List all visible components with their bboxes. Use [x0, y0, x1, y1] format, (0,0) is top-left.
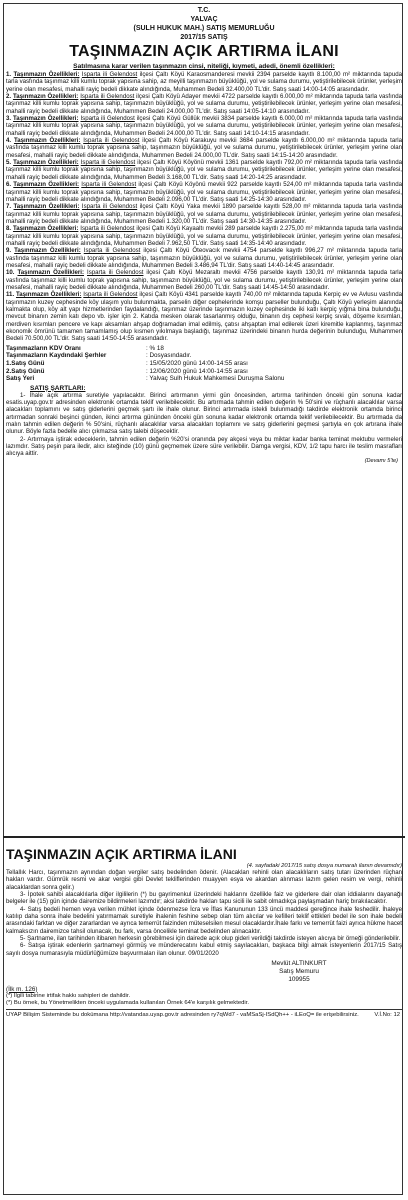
- section-divider: [3, 836, 405, 838]
- condition-2: 2- Artırmaya iştirak edeceklerin, tahmin edilen değerin %20'si oranında pey akçesi veya bu miktar kadar banka teminat mektubu vermeleri lazımdır. Satış peşin para iledir, alıcı isteğinde (10) günü geçmemek üzere süre verilebilir. Damga vergisi, KDV, 1/2 tapu harcı ile teslim masrafları alıcıya aittir.: [6, 435, 402, 458]
- property-item: [6, 225, 402, 247]
- item-text: ilçesi Çaltı Köyü Kayaaltı mevkii 289 parselde kayıtlı 2.275,00 m² miktarında tapuda tarla vasfında taşınmaz killi kumlu toprak yapısına sahip, taşınmazın büyüklüğü, yol ve sulama durumu, yetiştirilebilecek ürünler, yerleşim yerine olan mesafesi, mahalli rayiç bedeli dikkate alındığında, Muhammen Bedeli 7.962,50 TL'dir. Satış saati 14:35-14:40 arasındadır.: [6, 225, 403, 247]
- item-location: Isparta ili Gelendost: [83, 291, 138, 299]
- item-label: Taşınmazın Özellikleri:: [17, 269, 85, 277]
- item-text: ilçesi Çaltı Köyü Mezaraltı mevkii 4756 parselde kayıtlı 130,91 m² miktarında tapuda tarla vasfında taşınmaz killi kumlu toprak yapısına sahip, taşınmazın büyüklüğü, yol ve sulama durumu, yetiştirilebilecek ürünler, yerleşim yerine olan mesafesi, mahalli rayiç bedeli dikkate alındığında, Muhammen Bedeli 260,00 TL'dir. Satış saati 14:45-14:50 arasındadır.: [6, 269, 402, 291]
- item-text: ilçesi Çaltı Köyü Güllük mevkii 3834 parselde kayıtlı 6.000,00 m² miktarında tapuda tarla vasfında taşınmaz killi kumlu toprak yapısına sahip, taşınmazın büyüklüğü, yol ve sulama durumu, yetiştirilebilecek ürünler, yerleşim yerine olan mesafesi, mahalli rayiç bedeli dikkate alındığında, Muhammen Bedeli 24.000,00 TL'dir. Satış saati 14:10-14:15 arasındadır.: [6, 115, 402, 137]
- item-number: 4.: [6, 137, 12, 145]
- meta-row: Satış Yeri : Yalvaç Sulh Hukuk Mahkemesi Duruşma Salonu: [6, 375, 285, 383]
- signer-name: Mevlüt ALTINKURT: [271, 960, 327, 968]
- header-office: (SULH HUKUK MAH.) SATIŞ MEMURLUĞU: [133, 25, 275, 32]
- item-label: Taşınmazın Özellikleri:: [13, 181, 80, 189]
- item-number: 6.: [6, 181, 12, 189]
- second-p6: 6- Satışa iştirak edenlerin şartnameyi görmüş ve münderecatını kabul etmiş sayılacakları, başkaca bilgi almak isteyenlerin 2017/15 Satış sayılı dosya numarasıyla müdürlüğümüze başvurmaları ilan olunur. 09/01/2020: [6, 942, 402, 957]
- item-number: 1.: [6, 71, 12, 78]
- conditions-title: SATIŞ ŞARTLARI:: [30, 384, 86, 392]
- second-subnote: (4. sayfadaki 2017/15 satış dosya numaralı ilanın devamıdır): [246, 863, 402, 869]
- second-p5: 5- Şartname, ilan tarihinden itibaren herkesin görebilmesi için dairede açık olup gideri verildiği takdirde isteyen alıcıya bir örneği gönderilebilir.: [20, 935, 401, 943]
- item-label: Taşınmazın Özellikleri:: [13, 115, 79, 123]
- second-p4: 4- Satış bedeli hemen veya verilen mühlet içinde ödenmezse İcra ve İflas Kanununun 133 üncü maddesi gereğince ihale feshedilir. İhaleye katılıp daha sonra ihale bedelini yatırmamak suretiyle ihalenin feshine sebep olan tüm alıcılar ve kefilleri teklif ettikleri bedel ile son ihale bedeli arasındaki farktan ve diğer zararlardan ve ayrıca temerrüt faizinden müteselsilen mesul olacaklardır.İhale farkı ve temerrüt faizi ayrıca hükme hacet kalmaksızın dairemizce tahsil olunacak, bu fark, varsa öncelikle teminat bedelinden alınacaktır.: [6, 905, 402, 935]
- header-file: 2017/15 SATIŞ: [180, 34, 228, 41]
- item-location: Isparta ili Gelendost: [83, 137, 140, 145]
- item-label: Taşınmazın Özellikleri:: [13, 71, 80, 78]
- item-label: Taşınmazın Özellikleri:: [14, 247, 81, 255]
- second-title: TAŞINMAZIN AÇIK ARTIRMA İLANI: [6, 846, 237, 862]
- item-text: ilçesi Çaltı Köyü Köyönü mevkii 1361 parselde kayıtlı 792,00 m² miktarında tapuda tarla vasfında taşınmaz killi kumlu toprak yapısına sahip, taşınmazın büyüklüğü, yol ve sulama durumu, yetiştirilebilecek ürünler, yerleşim yerine olan mesafesi, mahalli rayiç bedeli dikkate alındığında, Muhammen Bedeli 3.168,00 TL'dir. Satış saati 14:20-14:25 arasındadır.: [6, 159, 403, 181]
- meta-row: Taşınmazların Kaydındaki Şerhler : Dosyasındadır.: [6, 352, 192, 360]
- item-location: Isparta ili Gelendost: [83, 247, 141, 255]
- signer-title: Satış Memuru: [279, 967, 319, 975]
- item-label: Taşınmazın Özellikleri:: [12, 225, 79, 233]
- property-item: [6, 71, 402, 93]
- item-location: Isparta ili Gelendost: [80, 115, 135, 123]
- uyap-footer: [6, 1009, 402, 1019]
- header-block: [6, 6, 402, 42]
- meta-row: 1.Satış Günü : 15/05/2020 günü 14:00-14:55 arası: [6, 359, 248, 367]
- property-item: [6, 269, 402, 291]
- item-location: Isparta ili Gelendost: [80, 159, 136, 167]
- item-number: 9.: [6, 247, 12, 255]
- signature-block: [196, 960, 402, 983]
- item-label: Taşınmazın Özellikleri:: [16, 291, 82, 299]
- item-number: 5.: [6, 159, 12, 167]
- footnote-2: (*) Bu örnek, bu Yönetmelikten önceki uygulamada kullanılan Örnek 64'e karşılık gelmektedir.: [6, 999, 249, 1006]
- property-item: [6, 247, 402, 269]
- item-location: Isparta ili Gelendost: [81, 203, 138, 211]
- item-label: Taşınmazın Özellikleri:: [13, 159, 79, 167]
- item-label: Taşınmazın Özellikleri:: [13, 203, 80, 211]
- vi-number: V.İ.No: 12: [374, 1011, 400, 1018]
- property-item: [6, 159, 402, 181]
- item-text: ilçesi Çaltı Köyü Yaka mevkii 1890 parselde kayıtlı 528,00 m² miktarında tapuda tarla vasfında taşınmaz killi kumlu toprak yapısına sahip, taşınmazın büyüklüğü, yol ve sulama durumu, yetiştirilebilecek ürünler, yerleşim yerine olan mesafesi, mahalli rayiç bedeli dikkate alındığında, Muhammen Bedeli 1.320,00 TL'dir. Satış saati 14:30-14:35 arasındadır.: [6, 203, 403, 225]
- condition-1: 1- İhale açık artırma suretiyle yapılacaktır. Birinci artırmanın yirmi gün öncesinden, artırma tarihinden önceki gün sonuna kadar esatis.uyap.gov.tr adresinden elektronik ortamda teklif verilebilecektir. Bu artırmada tahmin edilen değerin % 50'sini ve rüçhanlı alacaklılar varsa alacakları toplamını ve satış giderlerini geçmek şartı ile ihale olunur. Birinci artırmada istekli bulunmadığı takdirde elektronik ortamda birinci artırmadan sonraki beşinci günden, ikinci artırma gününden önceki gün sonuna kadar elektronik ortamda teklif verilebilecektir. Bu artırmada da malın tahmin edilen değerin % 50'sini, rüçhanlı alacaklılar varsa alacakları toplamını ve satış giderlerini geçmesi şartıyla en çok artırana ihale olunur. Böyle fazla bedelle alıcı çıkmazsa satış talebi düşecektir.: [6, 391, 402, 436]
- uyap-text: UYAP Bilişim Sisteminde bu dokümana http://vatandas.uyap.gov.tr adresinden ry7qWd7 - vaMSaSj-ISdQh++ - iLEoQ= ile erişebilirsiniz.: [6, 1011, 359, 1018]
- item-number: 10.: [6, 269, 15, 277]
- item-location: Isparta ili Gelendost: [87, 269, 144, 277]
- item-label: Taşınmazın Özellikleri:: [13, 137, 81, 145]
- item-number: 2.: [6, 93, 12, 101]
- second-ad: [6, 846, 402, 1019]
- property-item: [6, 93, 402, 115]
- item-text: ilçesi Çaltı Köyü Adayer mevkii 4722 parselde kayıtlı 6.000,00 m² miktarında tapuda tarla vasfında taşınmaz killi kumlu toprak yapısına sahip, taşınmazın büyüklüğü, yol ve sulama durumu, yetiştirilebilecek ürünler, yerleşim yerine olan mesafesi, mahalli rayiç bedeli dikkate alındığında, Muhammen Bedeli 24.000,00 TL'dir. Satış saati 14:05-14:10 arasındadır.: [6, 93, 402, 115]
- header-tc: T.C.: [197, 7, 211, 14]
- property-item: [6, 291, 402, 342]
- item-location: Isparta ili Gelendost: [81, 181, 137, 189]
- item-number: 8.: [6, 225, 12, 233]
- page-title: TAŞINMAZIN AÇIK ARTIRMA İLANI: [69, 43, 339, 60]
- item-number: 11.: [6, 291, 15, 299]
- header-city: YALVAÇ: [190, 16, 218, 23]
- item-location: Isparta ili Gelendost: [80, 225, 135, 233]
- item-number: 3.: [6, 115, 12, 123]
- ilan-ref: (İlk m. 126): [6, 985, 38, 993]
- property-item: [6, 115, 402, 137]
- footnote-1: (*) İlgili tabirine irtifak hakkı sahipleri de dahildir.: [6, 992, 131, 999]
- item-location: Isparta ili Gelendost: [81, 71, 138, 78]
- second-p3: 3- İpotek sahibi alacaklılarla diğer ilgililerin (*) bu gayrimenkul üzerindeki haklarını özellikle faiz ve giderlere dair olan iddialarını dayanağı belgeler ile (15) gün içinde dairemize bildirmeleri lazımdır; aksi takdirde hakları tapu sicili ile sabit olmadıkça paylaşmadan hariç bırakılacaktır.: [6, 891, 402, 906]
- meta-row: 2.Satış Günü : 12/06/2020 günü 14:00-14:55 arası: [6, 367, 248, 375]
- item-text: ilçesi Çaltı Köyü Öteovacık mevkii 4754 parselde kayıtlı 996,27 m² miktarında tapuda tarla vasfında taşınmaz killi kumlu toprak yapısına sahip, taşınmazın büyüklüğü, yol ve sulama durumu, yetiştirilebilecek ürünler, yerleşim yerine olan mesafesi, mahalli rayiç bedeli dikkate alındığında, Muhammen Bedeli 3.486,94 TL'dir. Satış saati 14:40-14:45 arasındadır.: [6, 247, 402, 269]
- property-list: [6, 71, 402, 343]
- item-number: 7.: [6, 203, 12, 211]
- second-p1: Tellallık Harcı, taşınmazın aynından doğan vergiler satış bedelinden ödenir. (Alacakları rehinli olan alacaklıların satış tutarı üzerinden rüçhan hakları vardır. Gümrük resmi ve akar vergisi gibi Devlet tekliflerinden muayyen esya ve akardan alınması lazım gelen resim ve vergi, rehinli alacaklardan sonra gelir.): [6, 869, 402, 891]
- item-text: ilçesi Çaltı Köyü Köyönü mevkii 922 parselde kayıtlı 524,00 m² miktarında tapuda tarla vasfında taşınmaz killi kumlu toprak yapısına sahip, taşınmazın büyüklüğü, yol ve sulama durumu, yetiştirilebilecek ürünler, yerleşim yerine olan mesafesi, mahalli rayiç bedeli dikkate alındığında, Muhammen Bedeli 2.096,00 TL'dir. Satış saati 14:25-14:30 arasındadır.: [6, 181, 403, 203]
- meta-row: Taşınmazların KDV Oranı : % 18: [6, 344, 164, 352]
- item-text: ilçesi Çaltı Köyü 4341 parselde kayıtlı 740,00 m² miktarında tapuda Kerpiç ev ve Avlusu vasfında taşınmazın kuzey cephesinde köy ulaşım yolu bulunmakta, parselin diğer cephelerinde komşu parseller bulunduğu, Çaltı Köyü yerleşim alanında kalmakta olup, köy alt yapı hizmetlerinden faydalandığı, taşınmaz üzerinde taşınmazın kuzey cephesinde iki katlı kerpiç yığma bina bulunduğu, mevcut binanın zemin katı depo vb. işler için 2. Katıda mesken olarak tasarlanmış olduğu, binanın dış cephesi kerpiç sıvalı, döşeme kısımları, merdiven kısımları pencere ve kapı aksamları ahşap doğramadan imal edilmiş, çatısı ahşaptan imal edilerek üzeri kiremitle kaplanmış, taşınmaz ekonomik ömrünü tamamen tamamlamış olup kısmen yıkılmaya başladığı, taşınmaz üzerindeki binanın hurda değerinin bulunduğu, Muhammen Bedeli 70.500,00 TL'dir. Satış saati 14:50-14:55 arasındadır.: [6, 291, 402, 343]
- subtitle: Satılmasına karar verilen taşınmazın cinsi, niteliği, kıymeti, adedi, önemli özellikleri:: [73, 63, 335, 70]
- first-ad: [6, 6, 402, 464]
- property-item: [6, 203, 402, 225]
- continued-note: (Devamı 5'te): [364, 457, 398, 464]
- meta-block: [6, 345, 402, 383]
- property-item: [6, 137, 402, 159]
- item-text: ilçesi Çaltı Köyü Karaosmanderesi mevkii 2394 parselde kayıtlı 8.100,00 m² miktarında tapuda tarla vasfında taşınmaz killi kumlu toprak yapısına sahip, az meyilli taşınmazın büyüklüğü, yol ve sulama durumu, yetiştirilebilecek ürünler, yerleşim yerine olan mesafesi, mahalli rayiç bedeli dikkate alındığında, Muhammen Bedeli 32.400,00 TL'dir. Satış saati 14:00-14:05 arasındadır.: [6, 71, 402, 93]
- signer-number: 109955: [288, 975, 310, 983]
- property-item: [6, 181, 402, 203]
- item-text: ilçesi Çaltı Köyü Karakuyu mevkii 3684 parselde kayıtlı 6.000,00 m² miktarında tapuda tarla vasfında taşınmaz killi kumlu toprak yapısına sahip, taşınmazın büyüklüğü, yol ve sulama durumu, yetiştirilebilecek ürünler, yerleşim yerine olan mesafesi, mahalli rayiç bedeli dikkate alındığında, Muhammen Bedeli 24.000,00 TL'dir. Satış saati 14:15-14:20 arasındadır.: [6, 137, 402, 159]
- item-label: Taşınmazın Özellikleri:: [12, 93, 79, 101]
- item-location: Isparta ili Gelendost: [80, 93, 135, 101]
